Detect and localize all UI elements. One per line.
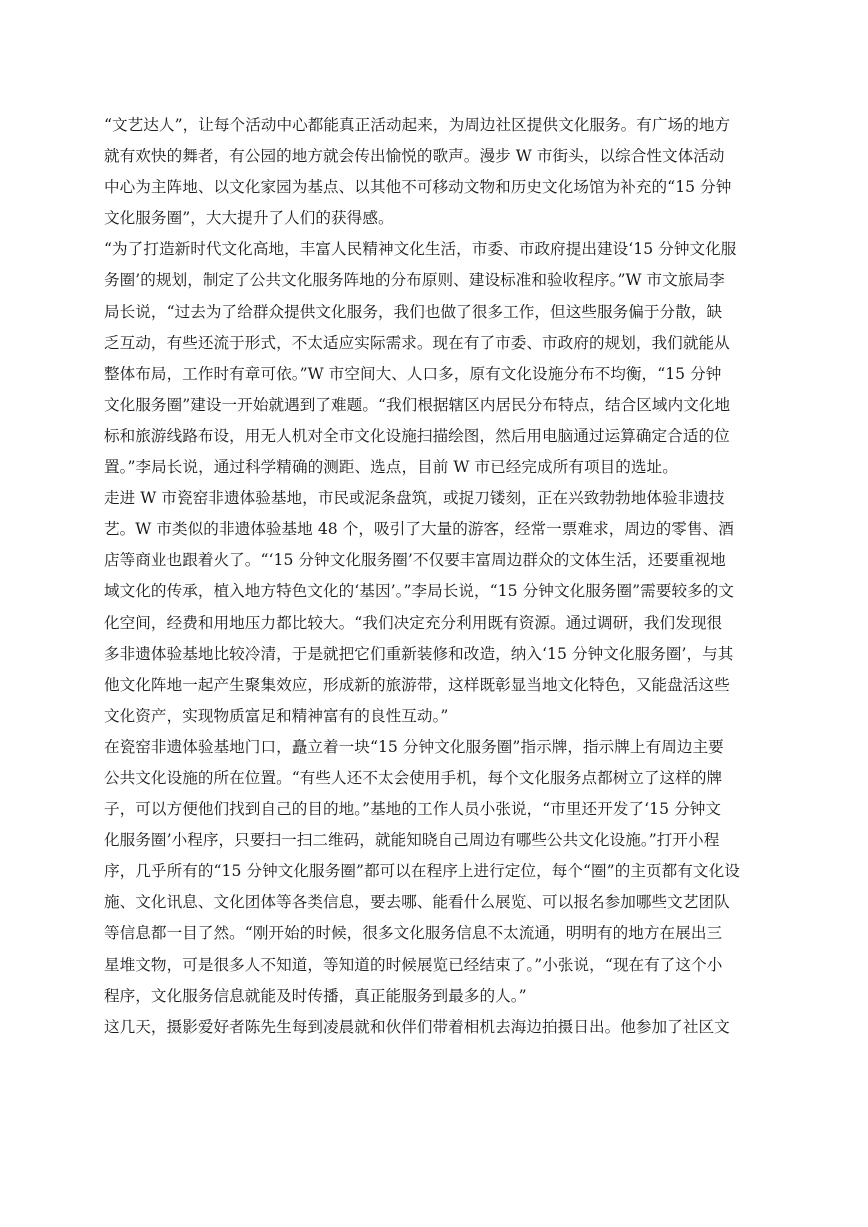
text-line: 中心为主阵地、以文化家园为基点、以其他不可移动文物和历史文化场馆为补充的“15 分钟	[104, 178, 732, 197]
article-body	[104, 110, 804, 1043]
text-line: 序，几乎所有的“15 分钟文化服务圈”都可以在程序上进行定位，每个“圈”的主页都有文化设	[104, 862, 740, 881]
text-line: 文化服务圈”建设一开始就遇到了难题。“我们根据辖区内居民分布特点，结合区域内文化地	[104, 395, 731, 414]
text-line: 置。”李局长说，通过科学精确的测距、选点，目前 W 市已经完成所有项目的选址。	[104, 458, 678, 477]
text-line: 这几天，摄影爱好者陈先生每到凌晨就和伙伴们带着相机去海边拍摄日出。他参加了社区文	[104, 1017, 730, 1036]
text-line: 多非遗体验基地比较冷清，于是就把它们重新装修和改造，纳入‘15 分钟文化服务圈’，与其	[104, 644, 734, 663]
text-line: “文艺达人”，让每个活动中心都能真正活动起来，为周边社区提供文化服务。有广场的地方	[104, 116, 731, 134]
text-line: 局长说，“过去为了给群众提供文化服务，我们也做了很多工作，但这些服务偏于分散，缺	[104, 302, 723, 321]
text-line: 子，可以方便他们找到自己的目的地。”基地的工作人员小张说，“市里还开发了‘15 分钟文	[104, 800, 722, 819]
text-line: 标和旅游线路布设，用无人机对全市文化设施扫描绘图，然后用电脑通过运算确定合适的位	[104, 426, 730, 445]
text-line: 公共文化设施的所在位置。“有些人还不太会使用手机，每个文化服务点都树立了这样的牌	[104, 768, 723, 787]
text-line: 程序，文化服务信息就能及时传播，真正能服务到最多的人。”	[104, 986, 527, 1005]
text-line: 等信息都一目了然。“刚开始的时候，很多文化服务信息不太流通，明明有的地方在展出三	[104, 924, 723, 943]
text-line: “为了打造新时代文化高地，丰富人民精神文化生活，市委、市政府提出建设‘15 分钟文化服	[104, 240, 737, 259]
text-line: 务圈’的规划，制定了公共文化服务阵地的分布原则、建设标准和验收程序。”W 市文旅局李	[104, 271, 725, 290]
text-line: 整体布局，工作时有章可依。”W 市空间大、人口多，原有文化设施分布不均衡，“15 分钟	[104, 364, 722, 383]
text-line: 化空间，经费和用地压力都比较大。“我们决定充分利用既有资源。通过调研，我们发现很	[104, 613, 723, 632]
text-line: 文化服务圈”，大大提升了人们的获得感。	[104, 209, 394, 228]
text-line: 域文化的传承，植入地方特色文化的‘基因’。”李局长说，“15 分钟文化服务圈”需要较多的文	[104, 582, 735, 601]
text-line: 就有欢快的舞者，有公园的地方就会传出愉悦的歌声。漫步 W 市街头，以综合性文体活动	[104, 147, 725, 166]
text-line: 走进 W 市瓷窑非遗体验基地，市民或泥条盘筑，或捉刀镂刻，正在兴致勃勃地体验非遗技	[104, 489, 725, 508]
text-line: 在瓷窑非遗体验基地门口，矗立着一块“15 分钟文化服务圈”指示牌，指示牌上有周边主要	[104, 737, 724, 756]
text-line: 施、文化讯息、文化团体等各类信息，要去哪、能看什么展览、可以报名参加哪些文艺团队	[104, 893, 730, 912]
text-line: 店等商业也跟着火了。“‘15 分钟文化服务圈’不仅要丰富周边群众的文体生活，还要重视地	[104, 551, 726, 570]
text-line: 艺。W 市类似的非遗体验基地 48 个，吸引了大量的游客，经常一票难求，周边的零售、酒	[104, 520, 734, 539]
text-line: 乏互动，有些还流于形式，不太适应实际需求。现在有了市委、市政府的规划，我们就能从	[104, 333, 730, 352]
text-line: 文化资产，实现物质富足和精神富有的良性互动。”	[104, 706, 449, 725]
text-line: 星堆文物，可是很多人不知道，等知道的时候展览已经结束了。”小张说，“现在有了这个小	[104, 955, 723, 974]
text-line: 化服务圈’小程序，只要扫一扫二维码，就能知晓自己周边有哪些公共文化设施。”打开小程	[104, 831, 720, 850]
text-line: 他文化阵地一起产生聚集效应，形成新的旅游带，这样既彰显当地文化特色，又能盘活这些	[104, 675, 730, 694]
